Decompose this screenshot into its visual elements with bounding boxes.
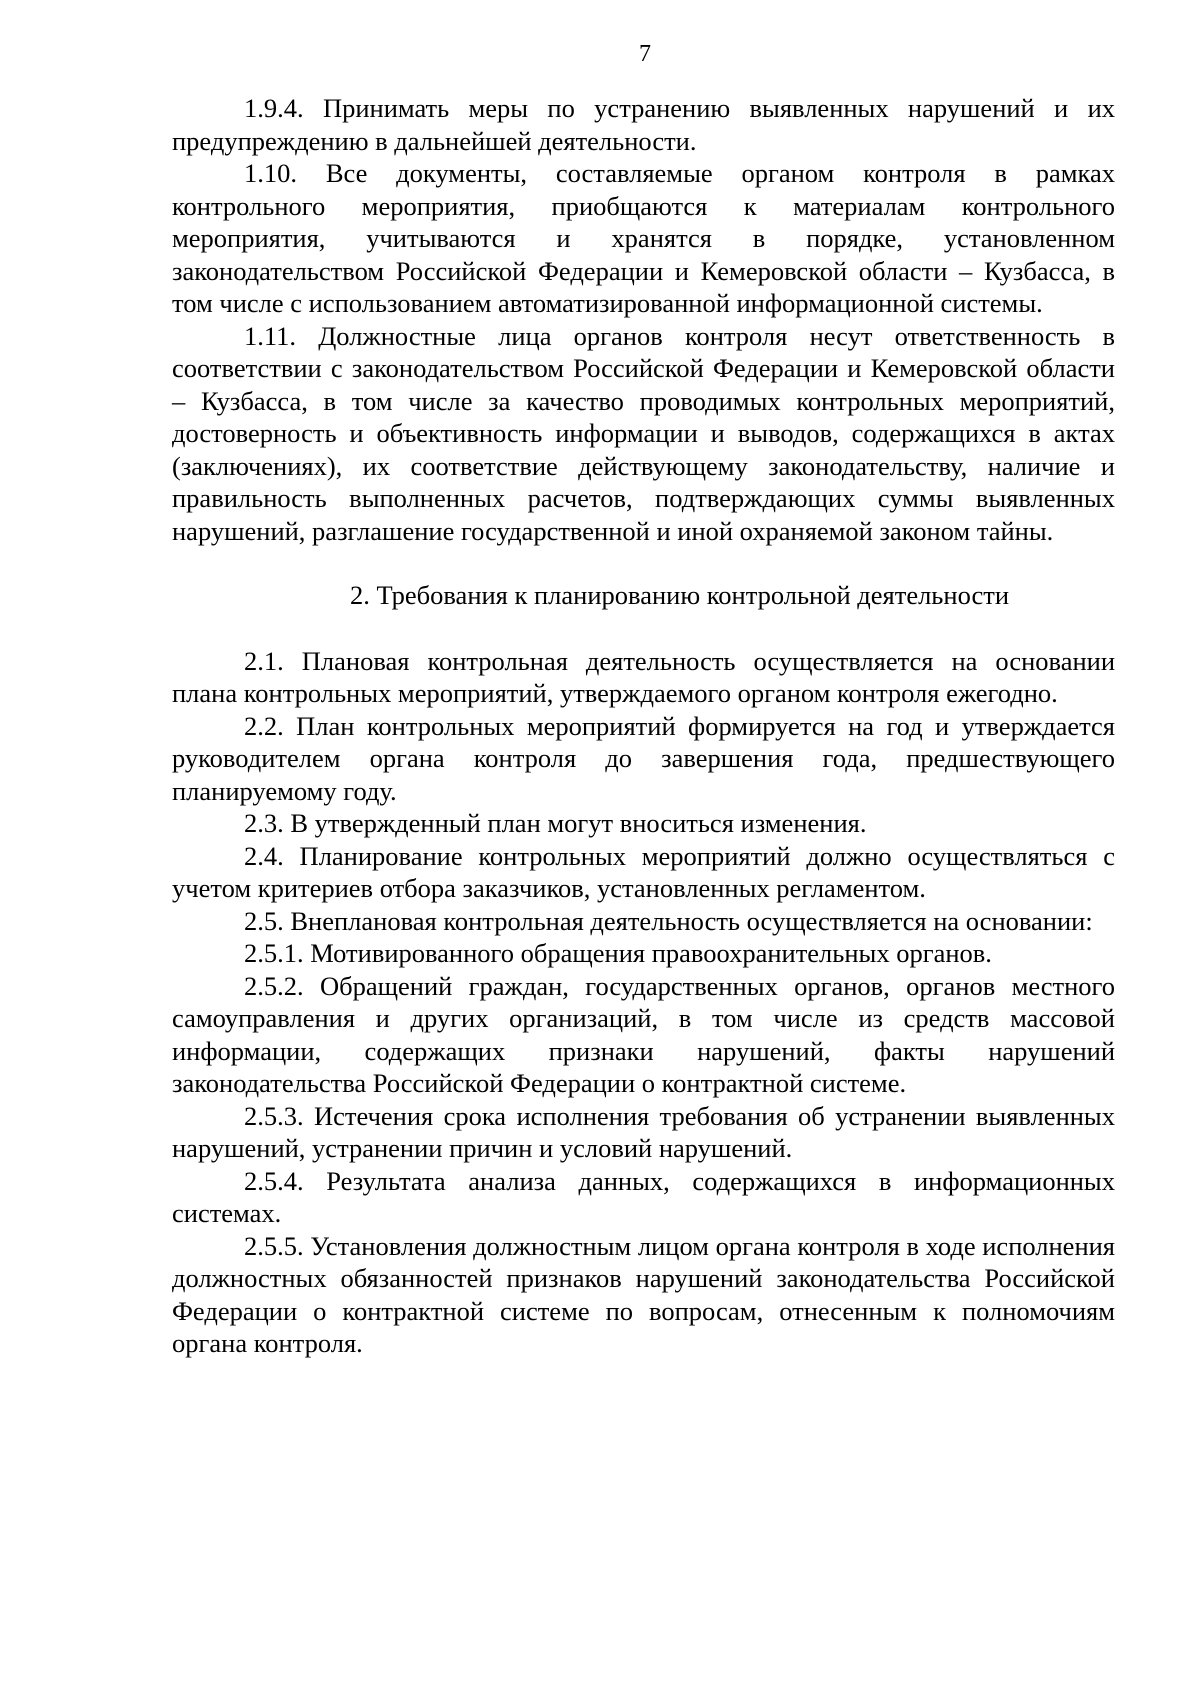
- paragraph-2-3: 2.3. В утвержденный план могут вноситься изменения.: [244, 808, 867, 838]
- paragraph-2-4: 2.4. Планирование контрольных мероприятий должно осуществляться с учетом критериев отбора заказчиков, установленных регламентом.: [172, 840, 1115, 903]
- section-heading: 2. Требования к планированию контрольной деятельности: [349, 580, 1010, 610]
- spacer: [172, 612, 1115, 645]
- paragraph-1-11: 1.11. Должностные лица органов контроля несут ответственность в соответствии с законодательством Российской Федерации и Кемеровской области – Кузбасса, в том числе за качество проводимых контрольных мероприятий, достоверность и объективность информации и выводов, содержащихся в актах (заключениях), их соответствие действующему законодательству, наличие и правильность выполненных расчетов, подтверждающих суммы выявленных нарушений, разглашение государственной и иной охраняемой законом тайны.: [172, 320, 1115, 546]
- paragraph-2-5-3: 2.5.3. Истечения срока исполнения требования об устранении выявленных нарушений, устранении причин и условий нарушений.: [172, 1100, 1115, 1163]
- document-body: [172, 92, 1115, 1360]
- paragraph-2-5-5: 2.5.5. Установления должностным лицом органа контроля в ходе исполнения должностных обязанностей признаков нарушений законодательства Российской Федерации о контрактной системе по вопросам, отнесенным к полномочиям органа контроля.: [172, 1230, 1115, 1358]
- spacer: [172, 547, 1115, 579]
- paragraph-1-10: 1.10. Все документы, составляемые органом контроля в рамках контрольного мероприятия, приобщаются к материалам контрольного мероприятия, учитываются и хранятся в порядке, установленном законодательством Российской Федерации и Кемеровской области – Кузбасса, в том числе с использованием автоматизированной информационной системы.: [172, 158, 1115, 318]
- paragraph-2-1: 2.1. Плановая контрольная деятельность осуществляется на основании плана контрольных мероприятий, утверждаемого органом контроля ежегодно.: [172, 645, 1115, 708]
- paragraph-1-9-4: 1.9.4. Принимать меры по устранению выявленных нарушений и их предупреждению в дальнейшей деятельности.: [172, 93, 1115, 156]
- paragraph-2-5-4: 2.5.4. Результата анализа данных, содержащихся в информационных системах.: [172, 1165, 1115, 1228]
- paragraph-2-5-1: 2.5.1. Мотивированного обращения правоохранительных органов.: [244, 938, 992, 968]
- paragraph-2-5: 2.5. Внеплановая контрольная деятельность осуществляется на основании:: [244, 905, 1093, 936]
- page-number: 7: [639, 41, 651, 67]
- paragraph-2-2: 2.2. План контрольных мероприятий формируется на год и утверждается руководителем органа контроля до завершения года, предшествующего планируемому году.: [172, 710, 1115, 806]
- paragraph-2-5-2: 2.5.2. Обращений граждан, государственных органов, органов местного самоуправления и других организаций, в том числе из средств массовой информации, содержащих признаки нарушений, факты нарушений законодательства Российской Федерации о контрактной системе.: [172, 970, 1115, 1098]
